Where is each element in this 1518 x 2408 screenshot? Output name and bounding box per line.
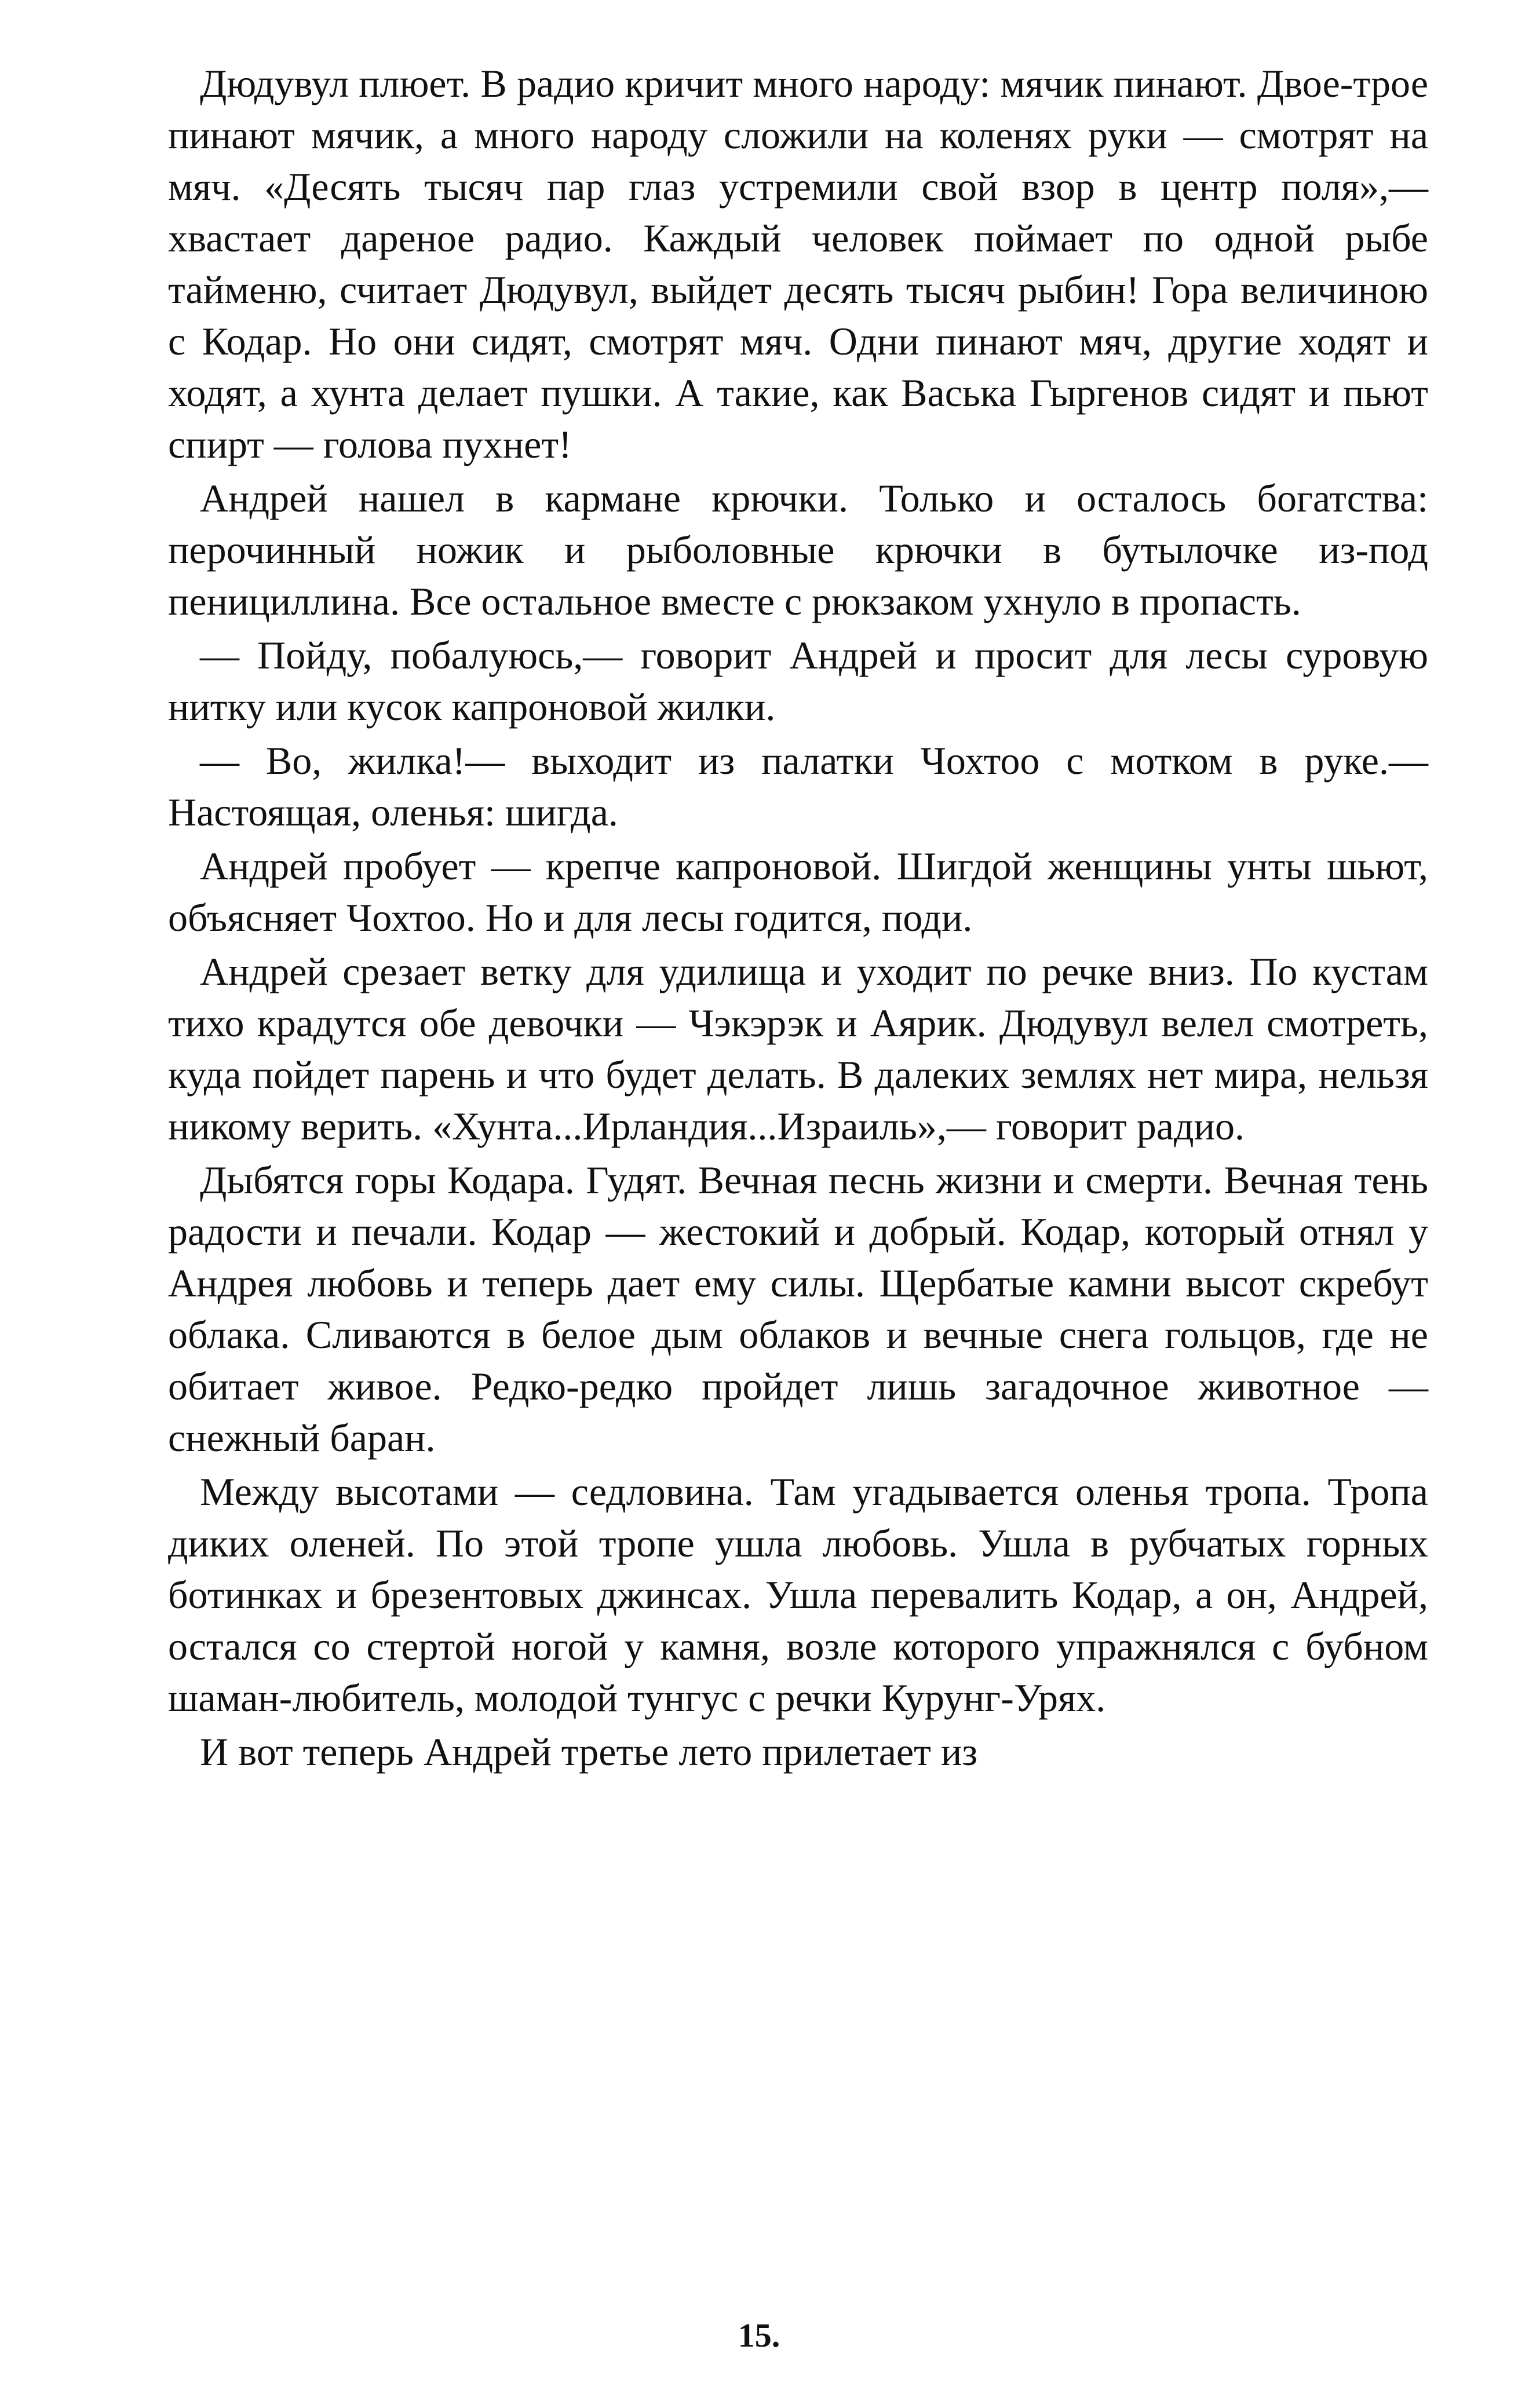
page-text: [168, 58, 1428, 2329]
paragraph: Андрей пробует — крепче капроновой. Шигдой женщины унты шьют, объясняет Чохтоо. Но и для лесы годится, поди.: [168, 844, 1428, 940]
page-number: 15.: [738, 2316, 780, 2354]
paragraph: Андрей нашел в кармане крючки. Только и осталось богатства: перочинный ножик и рыболовные крючки в бутылочке из-под пенициллина. Все остальное вместе с рюкзаком ухнуло в пропасть.: [168, 476, 1428, 623]
paragraph: — Пойду, побалуюсь,— говорит Андрей и просит для лесы суровую нитку или кусок капроновой жилки.: [168, 633, 1428, 729]
paragraph: — Во, жилка!— выходит из палатки Чохтоо с мотком в руке.— Настоящая, оленья: шигда.: [168, 739, 1428, 834]
paragraph: Между высотами — седловина. Там угадывается оленья тропа. Тропа диких оленей. По этой тропе ушла любовь. Ушла в рубчатых горных ботинках и брезентовых джинсах. Ушла перевалить Кодар, а он, Андрей, остался со стертой ногой у камня, возле которого упражнялся с бубном шаман-любитель, молодой тунгус с речки Курунг-Урях.: [168, 1470, 1428, 1720]
paragraph: Дюдувул плюет. В радио кричит много народу: мячик пинают. Двое-трое пинают мячик, а много народу сложили на коленях руки — смотрят на мяч. «Десять тысяч пар глаз устремили свой взор в центр поля»,— хвастает дареное радио. Каждый человек поймает по одной рыбе таймeню, считает Дюдувул, выйдет десять тысяч рыбин! Гора величиною с Кодар. Но они сидят, смотрят мяч. Одни пинают мяч, другие ходят и ходят, а хунта делает пушки. А такие, как Васька Гыргенов сидят и пьют спирт — голова пухнет!: [168, 61, 1428, 466]
paragraph: И вот теперь Андрей третье лето прилетает из: [200, 1730, 978, 1774]
paragraph: Дыбятся горы Кодара. Гудят. Вечная песнь жизни и смерти. Вечная тень радости и печали. Кодар — жестокий и добрый. Кодар, который отнял у Андрея любовь и теперь дает ему силы. Щербатые камни высот скребут облака. Сливаются в белое дым облаков и вечные снега гольцов, где не обитает живое. Редко-редко пройдет лишь загадочное животное — снежный баран.: [168, 1158, 1428, 1460]
paragraph: Андрей срезает ветку для удилища и уходит по речке вниз. По кустам тихо крадутся обе девочки — Чэкэрэк и Аярик. Дюдувул велел смотреть, куда пойдет парень и что будет делать. В далеких землях нет мира, нельзя никому верить. «Хунта...Ирландия...Израиль»,— говорит радио.: [168, 949, 1428, 1148]
